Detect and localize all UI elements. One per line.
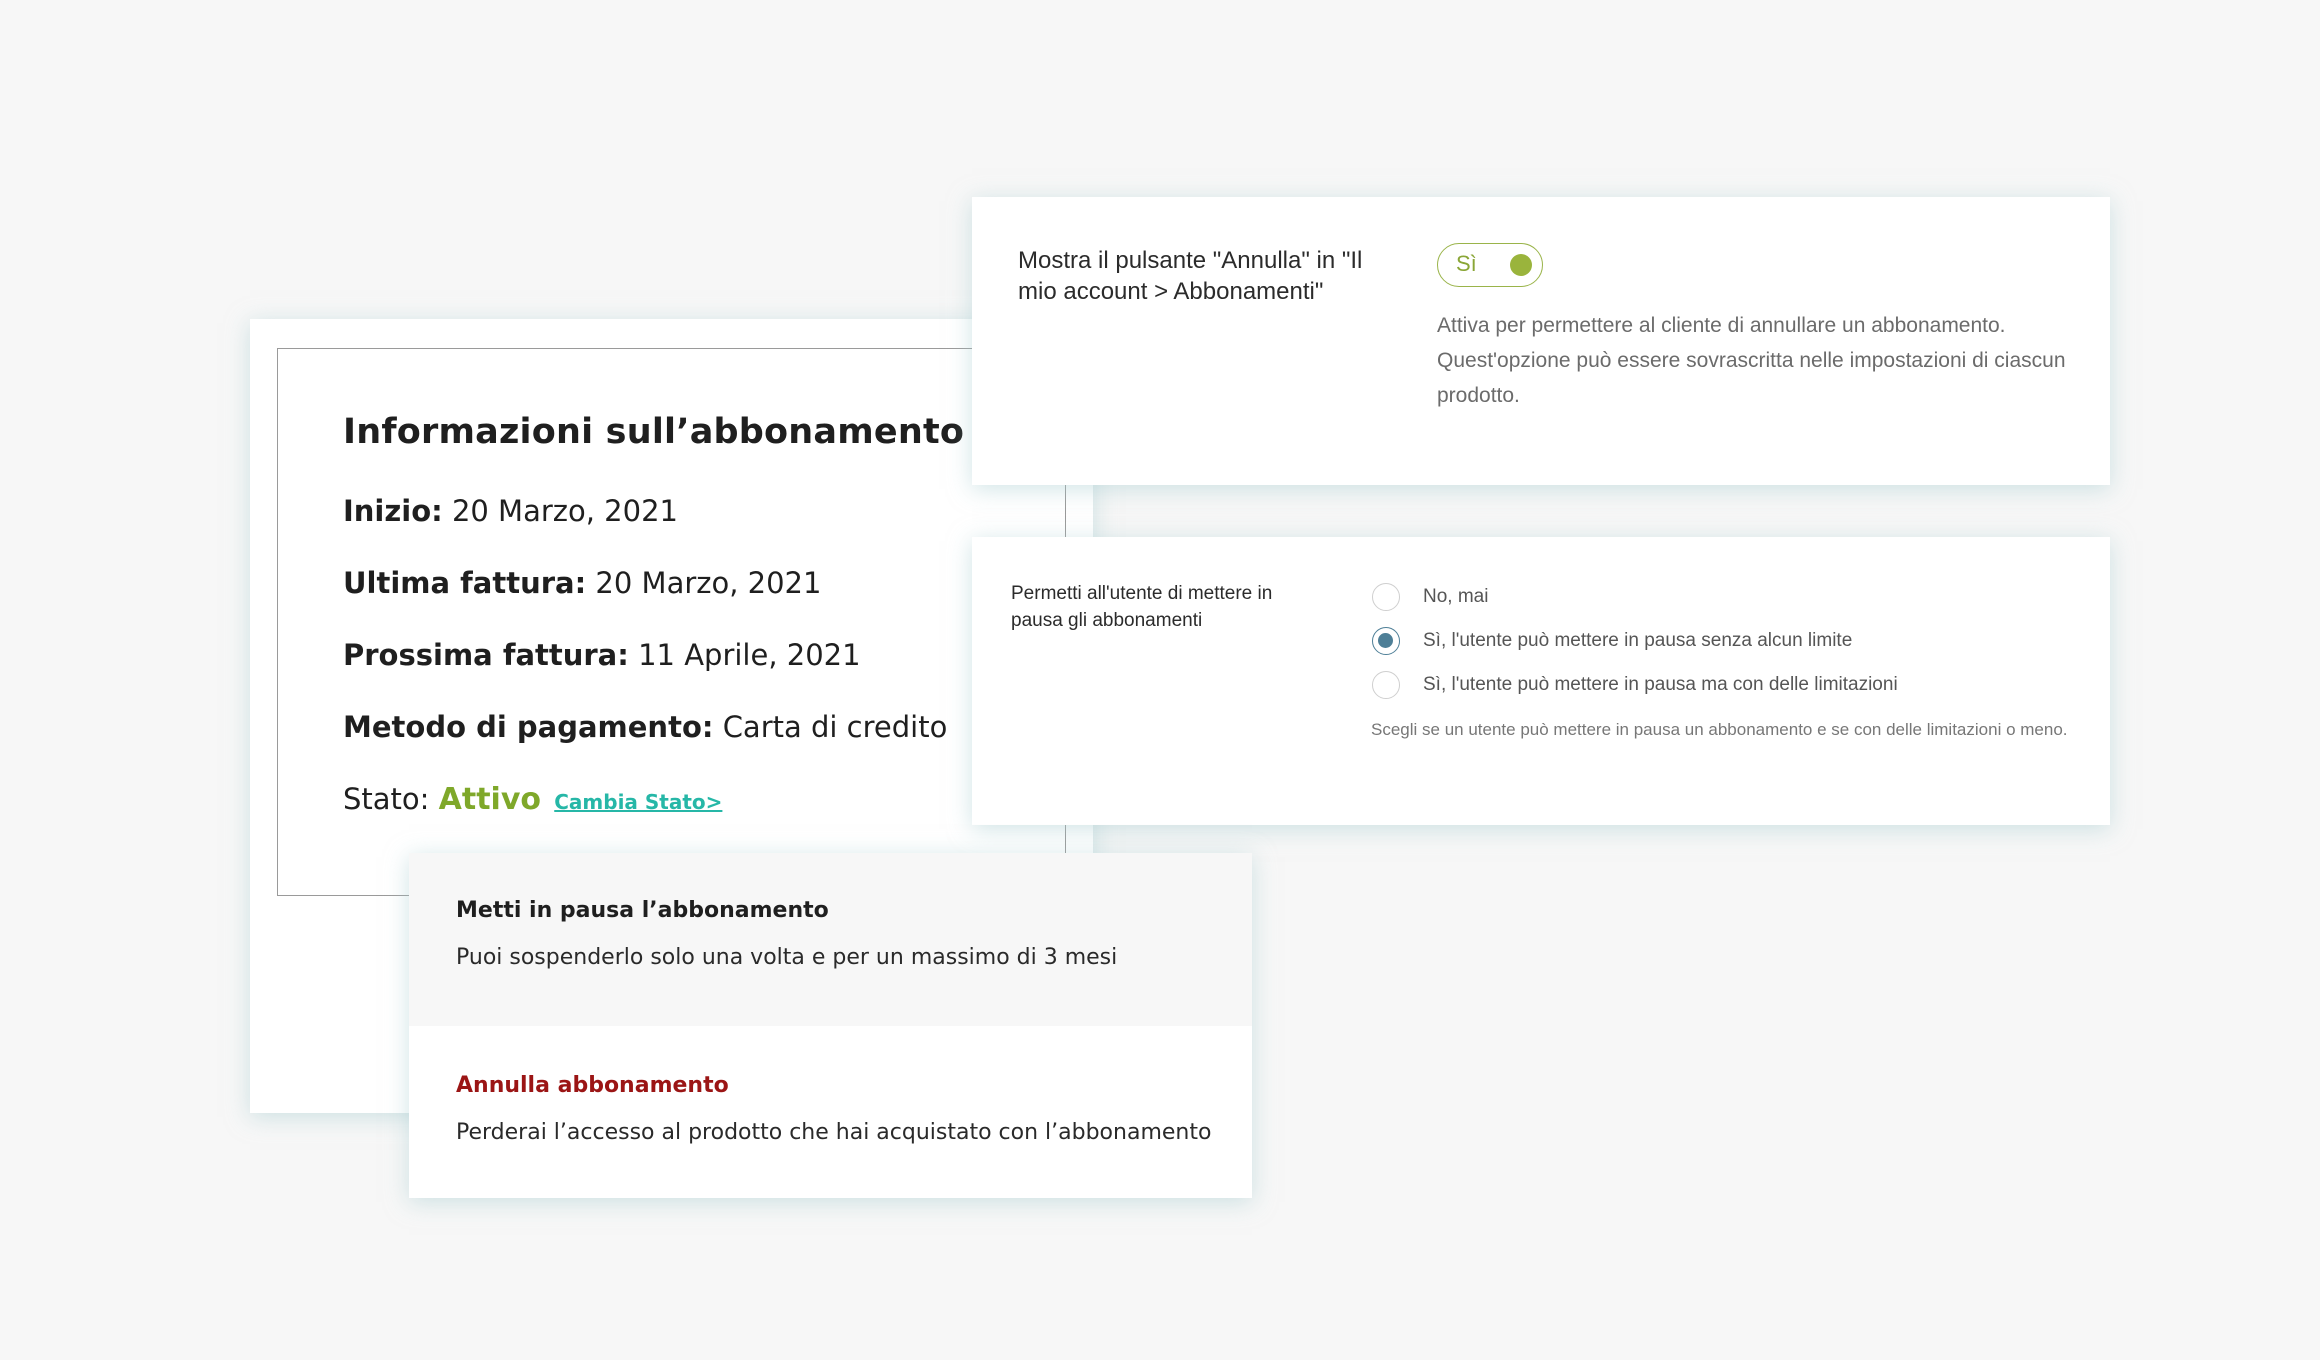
pause-action-title: Metti in pausa l’abbonamento — [456, 898, 829, 923]
pause-option-label: Sì, l'utente può mettere in pausa senza alcun limite — [1423, 630, 1853, 651]
pause-option-label: No, mai — [1423, 586, 1489, 607]
next-invoice-row — [343, 638, 861, 672]
status-label: Stato: — [343, 782, 430, 816]
pause-setting-help: Scegli se un utente può mettere in pausa un abbonamento e se con delle limitazioni o meno. — [1371, 720, 2068, 739]
radio-unchecked[interactable] — [1372, 671, 1400, 699]
pause-option-never[interactable] — [1372, 583, 1488, 611]
cancel-action-description: Perderai l’accesso al prodotto che hai acquistato con l’abbonamento — [456, 1120, 1212, 1145]
radio-unchecked[interactable] — [1372, 583, 1400, 611]
last-invoice-row — [343, 566, 821, 600]
last-invoice-label: Ultima fattura: — [343, 566, 587, 600]
pause-option-label: Sì, l'utente può mettere in pausa ma con delle limitazioni — [1423, 674, 1898, 695]
pause-action-description: Puoi sospenderlo solo una volta e per un massimo di 3 mesi — [456, 945, 1118, 970]
pause-option-unlimited[interactable] — [1372, 627, 1852, 655]
toggle-knob — [1510, 254, 1532, 276]
cancel-subscription-action[interactable] — [409, 1026, 1252, 1198]
pause-subscription-action[interactable] — [409, 853, 1252, 1026]
cancel-button-setting-label: Mostra il pulsante "Annulla" in "Il mio account > Abbonamenti" — [1018, 247, 1363, 305]
subscription-info-title: Informazioni sull’abbonamento — [343, 412, 965, 452]
radio-checked[interactable] — [1372, 627, 1400, 655]
status-value: Attivo — [438, 782, 542, 817]
cancel-button-toggle[interactable] — [1437, 243, 1543, 287]
start-date-row — [343, 494, 678, 528]
payment-method-row — [343, 710, 947, 744]
toggle-text: Sì — [1456, 251, 1477, 276]
next-invoice-label: Prossima fattura: — [343, 638, 629, 672]
pause-setting-label: Permetti all'utente di mettere in pausa gli abbonamenti — [1011, 583, 1273, 631]
payment-method-value: Carta di credito — [722, 710, 948, 744]
cancel-button-setting-description: Attiva per permettere al cliente di annullare un abbonamento. Quest'opzione può essere sovrascritta nelle impostazioni di ciascun prodotto. — [1437, 314, 2066, 407]
payment-method-label: Metodo di pagamento: — [343, 710, 714, 744]
last-invoice-value: 20 Marzo, 2021 — [595, 566, 822, 600]
change-status-link[interactable]: Cambia Stato> — [554, 790, 723, 814]
start-date-value: 20 Marzo, 2021 — [451, 494, 678, 528]
start-date-label: Inizio: — [343, 494, 443, 528]
cancel-action-title: Annulla abbonamento — [456, 1073, 729, 1098]
next-invoice-value: 11 Aprile, 2021 — [638, 638, 861, 672]
status-row — [343, 782, 722, 817]
pause-option-limited[interactable] — [1372, 671, 1898, 699]
